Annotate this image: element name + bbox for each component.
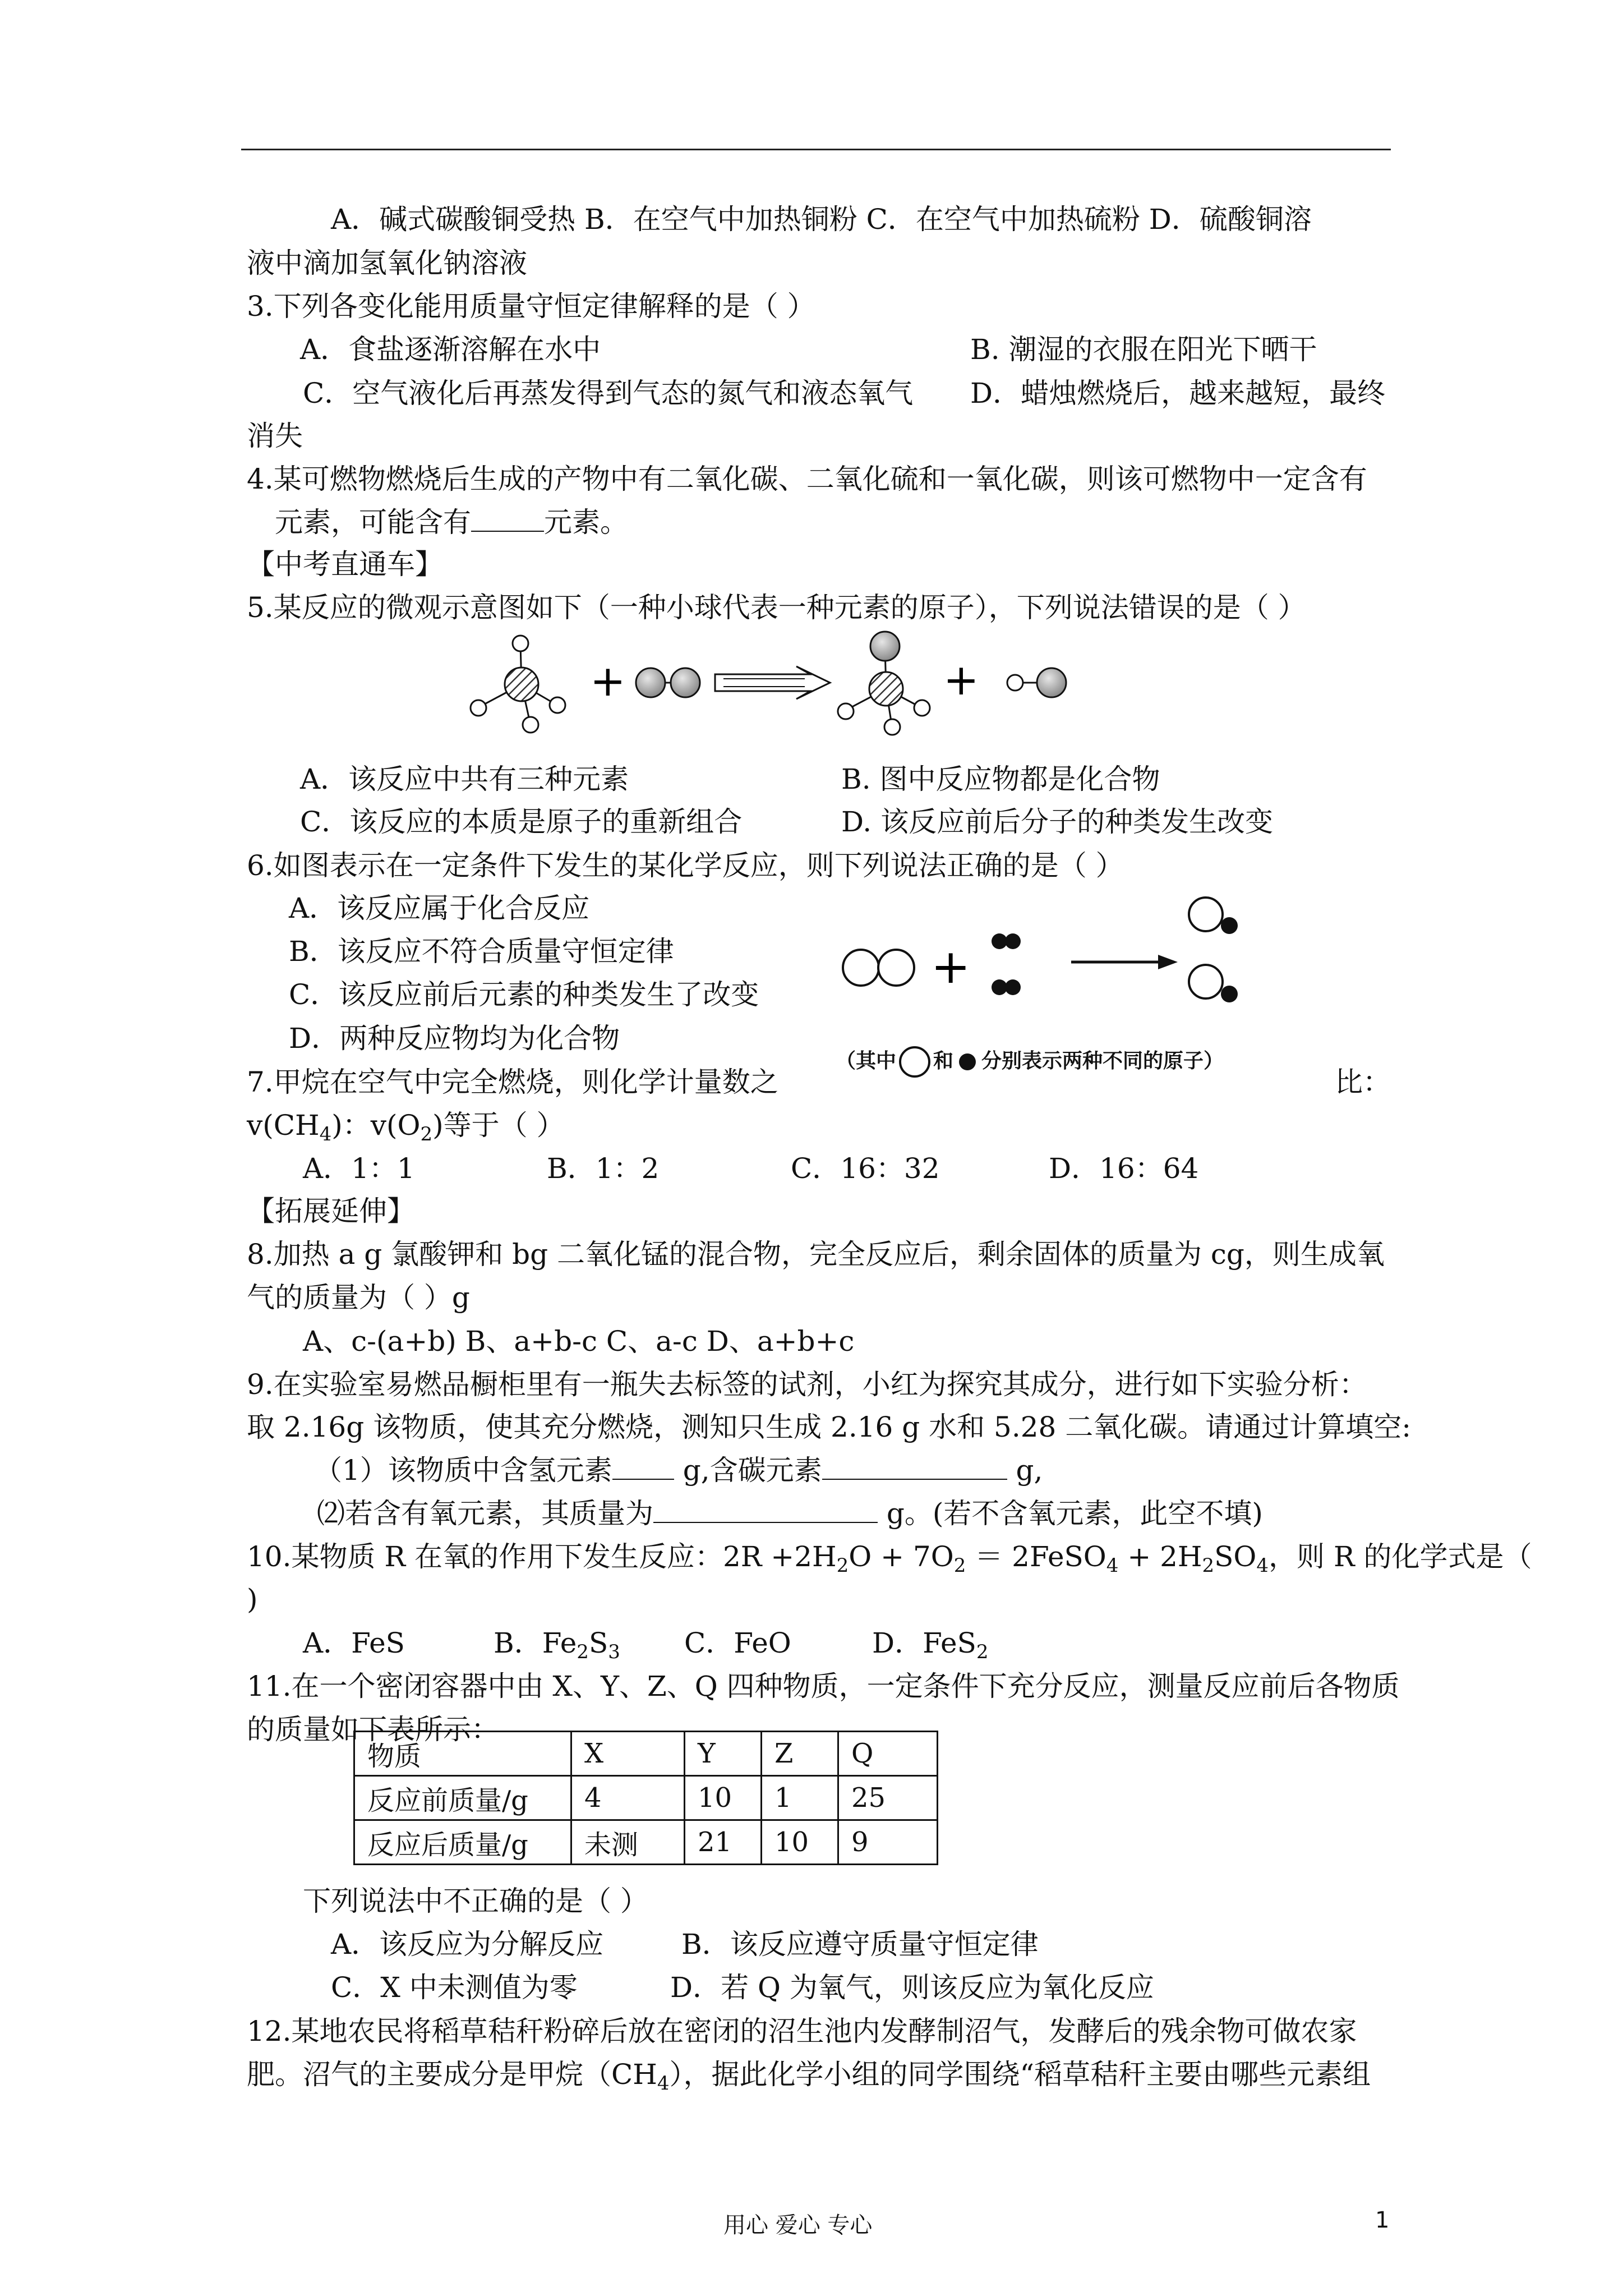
q9-part1-text-c: g, [1007, 1454, 1043, 1487]
q6-legend-text-a: （其中 [836, 1050, 897, 1073]
reactant-black-atoms [992, 933, 1021, 995]
q9-line2: 取 2.16g 该物质，使其充分燃烧，测知只生成 2.16 g 水和 5.28 二氧化碳。请通过计算填空: [247, 1411, 1412, 1443]
q6-legend [836, 1045, 1224, 1079]
q7-ratio-text-1: v(CH [247, 1109, 320, 1142]
q10-sub-3: 4 [1106, 1554, 1119, 1577]
q10-b-sub-2: 3 [608, 1641, 620, 1663]
q10-sub-2: 2 [953, 1554, 966, 1577]
q10-sub-5: 4 [1256, 1554, 1269, 1577]
svg-text:+: + [943, 655, 979, 705]
q10-line1 [247, 1539, 1532, 1577]
q9-part1-text-a: （1）该物质中含氢元素 [314, 1454, 612, 1487]
q10-text-5: SO [1214, 1540, 1257, 1573]
page-number: 1 [1375, 2207, 1390, 2233]
reaction-arrow-icon [715, 666, 830, 699]
q9-part2-text-a: ⑵若含有氧元素，其质量为 [317, 1497, 653, 1530]
table-cell: Y [685, 1732, 762, 1776]
table-cell: 物质 [354, 1732, 571, 1776]
q4-line2 [275, 505, 628, 540]
q10-text-4: + 2H [1118, 1540, 1202, 1573]
q10-option-a: A．FeS [303, 1627, 405, 1659]
page-footer-motto: 用心 爱心 专心 [723, 2212, 873, 2238]
q4-answer-blank[interactable] [471, 506, 544, 532]
header-rule [241, 149, 1391, 150]
q6-stem: 6.如图表示在一定条件下发生的某化学反应，则下列说法正确的是（ ） [247, 849, 1124, 882]
q11-stem: 下列说法中不正确的是（ ） [303, 1885, 648, 1917]
q10-d-text: D．FeS [872, 1627, 976, 1659]
reactant-molecule-1 [471, 636, 565, 733]
q7-sub-1: 4 [319, 1123, 332, 1145]
q12-line2 [247, 2057, 1371, 2095]
q11-option-c: C．X 中未测值为零 [331, 1971, 578, 2004]
q10-sub-4: 2 [1202, 1554, 1215, 1577]
svg-text:+: + [931, 939, 971, 994]
q12-text-1: 肥。沼气的主要成分是甲烷（CH [247, 2058, 657, 2091]
q9-carbon-blank[interactable] [822, 1454, 1007, 1480]
section-heading-zhongkao: 【中考直通车】 [247, 548, 443, 581]
q8-line2: 气的质量为（ ）g [247, 1281, 470, 1314]
q7-option-d: D．16：64 [1049, 1152, 1199, 1185]
q6-option-a: A．该反应属于化合反应 [289, 892, 590, 924]
q10-b-text-2: S [588, 1627, 608, 1659]
q6-legend-text-c: 分别表示两种不同的原子） [981, 1050, 1224, 1073]
q10-line2: ) [247, 1583, 258, 1616]
white-atom-icon [896, 1045, 933, 1079]
table-cell: 10 [762, 1820, 838, 1865]
reactant-molecule-2 [636, 668, 700, 697]
svg-text:+: + [590, 656, 626, 706]
black-atom-icon [953, 1045, 981, 1079]
table-cell: 25 [838, 1776, 938, 1820]
q11-mass-table [353, 1731, 938, 1865]
q7-ratio-text-2: )：v(O [331, 1109, 421, 1142]
q9-line1: 9.在实验室易燃品橱柜里有一瓶失去标签的试剂，小红为探究其成分，进行如下实验分析： [247, 1368, 1367, 1401]
q10-text-2: O + 7O [849, 1540, 954, 1573]
product-molecule-2 [1007, 668, 1066, 697]
q4-line1: 4.某可燃物燃烧后生成的产物中有二氧化碳、二氧化硫和一氧化碳，则该可燃物中一定含有 [247, 463, 1367, 495]
q12-text-2: ），据此化学小组的同学围绕“稻草秸秆主要由哪些元素组 [669, 2058, 1371, 2091]
q6-option-b: B．该反应不符合质量守恒定律 [289, 935, 674, 968]
q10-d-sub: 2 [976, 1641, 989, 1663]
q9-part1-text-b: g,含碳元素 [674, 1454, 822, 1487]
q3-option-d: D．蜡烛燃烧后，越来越短，最终 [970, 377, 1386, 409]
q11-option-a: A．该反应为分解反应 [331, 1928, 604, 1961]
q7-ratio-text-3: )等于（ ） [432, 1109, 565, 1142]
q3-option-d-cont: 消失 [247, 420, 303, 452]
q6-option-d: D．两种反应物均为化合物 [289, 1022, 620, 1055]
q3-option-b: B. 潮湿的衣服在阳光下晒干 [970, 333, 1317, 366]
table-cell: 4 [571, 1776, 685, 1820]
reaction-arrow-icon [1071, 955, 1178, 969]
q7-line1: 7.甲烷在空气中完全燃烧，则化学计量数之 [247, 1066, 778, 1098]
reactant-white-diatomic [843, 950, 914, 986]
q2-options-line2: 液中滴加氢氧化钠溶液 [247, 247, 527, 279]
q10-sub-1: 2 [836, 1554, 849, 1577]
q11-option-b: B．该反应遵守质量守恒定律 [681, 1928, 1039, 1961]
table-cell: 9 [838, 1820, 938, 1865]
q5-option-d: D. 该反应前后分子的种类发生改变 [841, 806, 1274, 838]
q5-reaction-diagram [460, 628, 1088, 740]
q10-b-text-1: B．Fe [494, 1627, 577, 1659]
q5-option-a: A．该反应中共有三种元素 [300, 763, 629, 795]
q4-text-b: 元素。 [544, 506, 628, 539]
table-cell: 10 [685, 1776, 762, 1820]
q12-line1: 12.某地农民将稻草秸秆粉碎后放在密闭的沼生池内发酵制沼气，发酵后的残余物可做农家 [247, 2015, 1357, 2047]
q5-option-b: B. 图中反应物都是化合物 [841, 763, 1160, 795]
product-molecules [1189, 898, 1238, 1002]
q10-text-1: 10.某物质 R 在氧的作用下发生反应：2R +2H [247, 1540, 837, 1573]
table-row [354, 1776, 938, 1820]
q3-option-a: A．食盐逐渐溶解在水中 [300, 333, 601, 366]
table-cell: 21 [685, 1820, 762, 1865]
q11-line2: 的质量如下表所示： [247, 1713, 499, 1746]
table-cell: 未测 [571, 1820, 685, 1865]
q7-option-a: A．1：1 [303, 1152, 415, 1185]
q8-line1: 8.加热 a g 氯酸钾和 bg 二氧化锰的混合物，完全反应后，剩余固体的质量为 cg，则生成氧 [247, 1238, 1385, 1271]
table-row [354, 1732, 938, 1776]
q3-option-c: C．空气液化后再蒸发得到气态的氮气和液态氧气 [303, 377, 914, 409]
q9-part1 [314, 1453, 1043, 1488]
q11-line1: 11.在一个密闭容器中由 X、Y、Z、Q 四种物质，一定条件下充分反应，测量反应前后各物质 [247, 1670, 1400, 1703]
q7-option-b: B．1：2 [547, 1152, 660, 1185]
table-cell: Q [838, 1732, 938, 1776]
q9-part2 [317, 1496, 1263, 1531]
q10-text-3: ＝ 2FeSO [966, 1540, 1106, 1573]
product-molecule-1 [838, 632, 930, 735]
q3-stem: 3.下列各变化能用质量守恒定律解释的是（ ） [247, 290, 815, 323]
q10-option-c: C．FeO [684, 1627, 791, 1659]
q6-reaction-diagram [836, 892, 1262, 1027]
q9-part2-text-b: g。(若不含氧元素，此空不填) [878, 1497, 1263, 1530]
q12-sub: 4 [657, 2072, 670, 2095]
q9-oxygen-blank[interactable] [653, 1497, 878, 1523]
q7-sub-2: 2 [420, 1123, 433, 1145]
q10-option-b [494, 1626, 620, 1663]
section-heading-extension: 【拓展延伸】 [247, 1195, 415, 1227]
q6-option-c: C．该反应前后元素的种类发生了改变 [289, 978, 759, 1011]
q11-option-d: D．若 Q 为氧气，则该反应为氧化反应 [670, 1971, 1154, 2004]
table-cell: Z [762, 1732, 838, 1776]
q7-option-c: C．16：32 [791, 1152, 940, 1185]
q5-stem: 5.某反应的微观示意图如下（一种小球代表一种元素的原子），下列说法错误的是（ ） [247, 591, 1306, 624]
q10-text-6: ，则 R 的化学式是（ [1269, 1540, 1532, 1573]
q8-options: A、c-(a+b) B、a+b-c C、a-c D、a+b+c [303, 1325, 855, 1358]
table-cell: 反应后质量/g [354, 1820, 571, 1865]
q2-options-line1: A．碱式碳酸铜受热 B．在空气中加热铜粉 C．在空气中加热硫粉 D．硫酸铜溶 [331, 203, 1312, 236]
q10-option-d [872, 1626, 989, 1663]
table-cell: 反应前质量/g [354, 1776, 571, 1820]
q10-b-sub-1: 2 [577, 1641, 589, 1663]
q5-option-c: C．该反应的本质是原子的重新组合 [300, 806, 743, 838]
table-cell: 1 [762, 1776, 838, 1820]
table-row [354, 1820, 938, 1865]
q7-line1-end: 比： [1335, 1066, 1391, 1098]
table-cell: X [571, 1732, 685, 1776]
q9-hydrogen-blank[interactable] [612, 1454, 674, 1480]
q6-legend-text-b: 和 [933, 1050, 954, 1073]
q4-text-a: 元素，可能含有 [275, 506, 471, 539]
q7-line2 [247, 1108, 565, 1143]
